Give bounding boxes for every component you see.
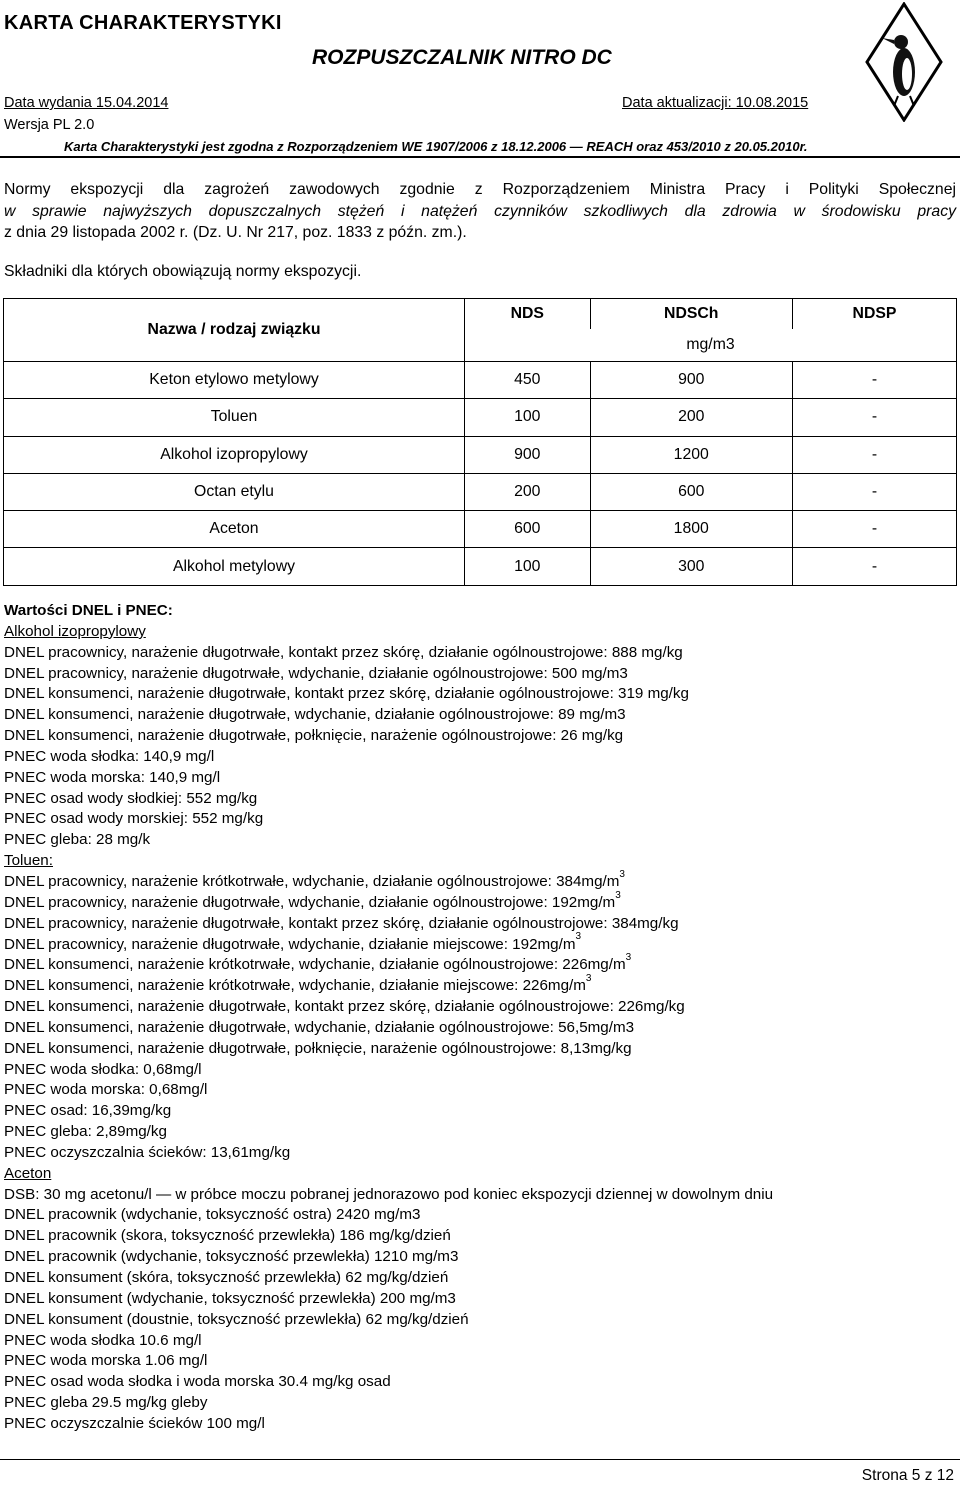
- value-text: DNEL konsumenci, narażenie krótkotrwałe, wdychanie, działanie miejscowe: 226mg/m: [4, 977, 586, 995]
- column-header-ndsch: NDSCh: [590, 299, 792, 330]
- value-line: DNEL konsumenci, narażenie długotrwałe, wdychanie, działanie ogólnoustrojowe: 89 mg/m3: [4, 706, 626, 724]
- table-row: [4, 399, 957, 436]
- value-line: DNEL pracownik (skora, toksyczność przewlekła) 186 mg/kg/dzień: [4, 1227, 451, 1245]
- compound-name: Aceton: [4, 511, 465, 548]
- header-divider: [0, 156, 960, 158]
- value-text: DNEL konsumenci, narażenie krótkotrwałe, wdychanie, działanie ogólnoustrojowe: 226mg/m: [4, 956, 626, 974]
- value-text: DNEL pracownicy, narażenie długotrwałe, wdychanie, działanie ogólnoustrojowe: 192mg/m: [4, 893, 616, 911]
- value-line: [4, 931, 956, 956]
- table-row: [4, 436, 957, 473]
- value-line: DNEL konsument (skóra, toksyczność przewlekła) 62 mg/kg/dzień: [4, 1269, 449, 1286]
- value-line: PNEC osad: 16,39mg/kg: [4, 1102, 172, 1120]
- substance-heading: Alkohol izopropylowy: [4, 622, 146, 640]
- ndsp-value: -: [792, 473, 956, 510]
- value-line: PNEC woda słodka 10.6 mg/l: [4, 1331, 202, 1349]
- superscript: 3: [575, 931, 582, 943]
- value-line: DNEL konsumenci, narażenie długotrwałe, wdychanie, działanie ogólnoustrojowe: 56,5mg/m3: [4, 1018, 635, 1036]
- nds-value: 100: [465, 548, 591, 585]
- ndsch-value: 1800: [590, 511, 792, 548]
- substance-heading: Toluen:: [4, 852, 53, 870]
- superscript: 3: [615, 889, 621, 901]
- components-heading: Składniki dla których obowiązują normy ekspozycji.: [4, 263, 362, 280]
- nds-value: 450: [465, 362, 591, 399]
- value-line: DNEL konsument (wdychanie, toksyczność przewlekła) 200 mg/m3: [4, 1289, 456, 1307]
- ndsp-value: -: [792, 399, 956, 436]
- intro-line: z dnia 29 listopada 2002 r. (Dz. U. Nr 217, poz. 1833 z późn. zm.).: [4, 224, 467, 241]
- section-title: Wartości DNEL i PNEC:: [4, 602, 173, 619]
- value-line: PNEC osad wody słodkiej: 552 mg/kg: [4, 789, 258, 807]
- value-line: [4, 889, 956, 914]
- exposure-limits-table: [3, 298, 957, 586]
- page-number: Strona 5 z 12: [861, 1467, 954, 1484]
- compound-name: Keton etylowo metylowy: [4, 362, 465, 399]
- value-line: PNEC woda morska: 140,9 mg/l: [4, 768, 221, 786]
- product-name: ROZPUSZCZALNIK NITRO DC: [312, 46, 612, 69]
- superscript: 3: [619, 868, 625, 880]
- intro-line: w sprawie najwyższych dopuszczalnych stężeń i natężeń czynników szkodliwych dla zdrowia w środowisku pracy: [4, 202, 956, 220]
- value-line: PNEC gleba: 2,89mg/kg: [4, 1123, 167, 1141]
- compound-name: Alkohol izopropylowy: [4, 436, 465, 473]
- intro-line: Normy ekspozycji dla zagrożeń zawodowych zgodnie z Rozporządzeniem Ministra Pracy i Polityki Społecznej: [4, 181, 956, 198]
- value-text: DNEL pracownicy, narażenie długotrwałe, wdychanie, działanie miejscowe: 192mg/m: [4, 935, 576, 953]
- value-line: [4, 973, 956, 997]
- regulation-note: Karta Charakterystyki jest zgodna z Rozporządzeniem WE 1907/2006 z 18.12.2006 — REACH oraz 453/2010 z 20.05.2010r.: [64, 139, 808, 154]
- value-line: DNEL pracownicy, narażenie długotrwałe, kontakt przez skórę, działanie ogólnoustrojowe: 888 mg/kg: [4, 643, 683, 661]
- value-line: PNEC woda morska 1.06 mg/l: [4, 1352, 208, 1370]
- compound-name: Alkohol metylowy: [4, 548, 465, 585]
- value-line: DNEL pracownik (wdychanie, toksyczność przewlekła) 1210 mg/m3: [4, 1248, 459, 1266]
- ndsch-value: 900: [590, 362, 792, 399]
- ndsp-value: -: [792, 511, 956, 548]
- table-row: [4, 362, 957, 399]
- compound-name: Octan etylu: [4, 473, 465, 510]
- substance-heading: Aceton: [4, 1164, 52, 1182]
- ndsp-value: -: [792, 436, 956, 473]
- value-line: DNEL konsumenci, narażenie długotrwałe, kontakt przez skórę, działanie ogólnoustrojowe: 226mg/kg: [4, 998, 685, 1016]
- value-line: DNEL pracownicy, narażenie długotrwałe, kontakt przez skórę, działanie ogólnoustrojowe: 384mg/kg: [4, 914, 679, 932]
- value-text: DNEL pracownicy, narażenie krótkotrwałe, wdychanie, działanie ogólnoustrojowe: 384mg/m: [4, 872, 620, 890]
- ndsp-value: -: [792, 548, 956, 585]
- value-line: DNEL pracownik (wdychanie, toksyczność ostra) 2420 mg/m3: [4, 1206, 421, 1224]
- dnel-pnec-section: [4, 601, 956, 1435]
- value-line: PNEC woda słodka: 0,68mg/l: [4, 1060, 202, 1078]
- nds-value: 100: [465, 399, 591, 436]
- value-line: PNEC oczyszczalnie ścieków 100 mg/l: [4, 1414, 265, 1432]
- value-line: PNEC gleba: 28 mg/k: [4, 831, 151, 849]
- nds-value: 200: [465, 473, 591, 510]
- nds-value: 900: [465, 436, 591, 473]
- value-line: DNEL konsumenci, narażenie długotrwałe, kontakt przez skórę, działanie ogólnoustrojowe: 319 mg/kg: [4, 685, 689, 703]
- ndsch-value: 600: [590, 473, 792, 510]
- value-line: [4, 952, 956, 976]
- compound-name: Toluen: [4, 399, 465, 436]
- value-line: DNEL konsumenci, narażenie długotrwałe, połknięcie, narażenie ogólnoustrojowe: 26 mg/kg: [4, 727, 624, 745]
- value-line: DNEL pracownicy, narażenie długotrwałe, wdychanie, działanie ogólnoustrojowe: 500 mg/m3: [4, 664, 628, 682]
- superscript: 3: [585, 973, 592, 985]
- value-line: PNEC gleba 29.5 mg/kg gleby: [4, 1394, 208, 1412]
- ndsp-value: -: [792, 362, 956, 399]
- value-line: DNEL konsument (doustnie, toksyczność przewlekła) 62 mg/kg/dzień: [4, 1310, 469, 1328]
- ndsch-value: 300: [590, 548, 792, 585]
- table-row: [4, 511, 957, 548]
- superscript: 3: [625, 952, 632, 964]
- value-line: PNEC osad woda słodka i woda morska 30.4 mg/kg osad: [4, 1373, 391, 1391]
- nds-value: 600: [465, 511, 591, 548]
- version: Wersja PL 2.0: [4, 117, 95, 133]
- value-line: PNEC oczyszczalnia ścieków: 13,61mg/kg: [4, 1143, 291, 1161]
- value-line: DNEL konsumenci, narażenie długotrwałe, połknięcie, narażenie ogólnoustrojowe: 8,13mg/kg: [4, 1039, 632, 1057]
- value-line: DSB: 30 mg acetonu/l — w próbce moczu pobranej jednorazowo pod koniec ekspozycji dziennej w dowolnym dniu: [4, 1185, 774, 1203]
- column-header-name: Nazwa / rodzaj związku: [4, 299, 465, 362]
- table-row: [4, 548, 957, 585]
- document-title: KARTA CHARAKTERYSTYKI: [4, 12, 282, 34]
- update-date: Data aktualizacji: 10.08.2015: [622, 95, 809, 111]
- value-line: [4, 868, 956, 893]
- company-logo-icon: [864, 2, 944, 122]
- value-line: PNEC osad wody morskiej: 552 mg/kg: [4, 810, 264, 828]
- value-line: PNEC woda morska: 0,68mg/l: [4, 1081, 208, 1099]
- value-line: PNEC woda słodka: 140,9 mg/l: [4, 747, 215, 765]
- column-header-nds: NDS: [465, 299, 591, 330]
- intro-paragraph: [4, 179, 956, 244]
- ndsch-value: 200: [590, 399, 792, 436]
- column-header-ndsp: NDSP: [792, 299, 956, 330]
- table-row: [4, 473, 957, 510]
- footer-divider: [0, 1459, 960, 1460]
- unit-header: mg/m3: [465, 329, 957, 362]
- issue-date: Data wydania 15.04.2014: [4, 95, 169, 111]
- ndsch-value: 1200: [590, 436, 792, 473]
